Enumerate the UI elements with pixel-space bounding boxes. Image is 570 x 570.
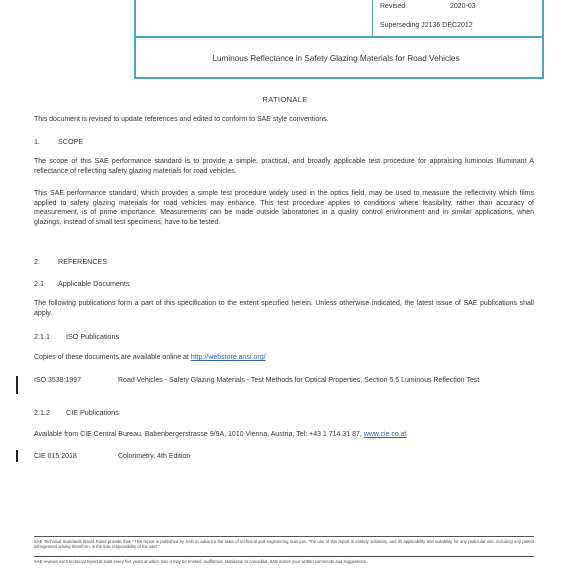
cie-reference-description: Colorimetry, 4th Edition xyxy=(118,453,191,460)
cie-reference-code: CIE 015:2018 xyxy=(34,453,77,460)
ansi-webstore-link[interactable]: http://webstore.ansi.org/ xyxy=(190,354,266,361)
iso-reference-entry xyxy=(34,376,534,386)
header-frame-left xyxy=(134,0,136,78)
change-bar-iso xyxy=(16,376,18,394)
header-frame-mid-divider xyxy=(372,0,373,36)
revised-value: 2020-03 xyxy=(450,3,476,10)
change-bar-cie xyxy=(16,450,18,462)
rationale-text: This document is revised to update references and edited to conform to SAE style conventions. xyxy=(34,116,329,123)
cie-website-link[interactable]: www.cie.co.at xyxy=(363,431,407,438)
footer-rule-1 xyxy=(34,536,534,537)
footer-rule-2 xyxy=(34,556,534,557)
footer-notice-1: SAE Technical Standards Board Rules provide that: "This report is published by SAE to advance the state of technical and engineering sciences. The use of this report is entirely voluntary, and its applicability and suitability for any particular use, including any patent infringement arising therefrom, is the sole responsibility of the user." xyxy=(34,539,534,550)
applicable-number: 2.1 xyxy=(34,279,44,288)
applicable-title: Applicable Documents xyxy=(58,279,130,288)
scope-title: SCOPE xyxy=(58,137,84,146)
iso-reference-description: Road Vehicles - Safety Glazing Materials - Test Methods for Optical Properties, Section 5.5 Luminous Reflection Test xyxy=(118,377,480,384)
iso-number: 2.1.1 xyxy=(34,332,50,341)
scope-number: 1. xyxy=(34,137,40,146)
applicable-documents-heading xyxy=(34,279,130,288)
rationale-heading: RATIONALE xyxy=(262,95,308,104)
header-frame-rule-bottom xyxy=(134,77,544,79)
scope-heading xyxy=(34,137,83,146)
references-heading xyxy=(34,257,107,266)
iso-reference-code: ISO 3538:1997 xyxy=(34,377,82,384)
header-frame-right xyxy=(542,0,544,78)
cie-number: 2.1.2 xyxy=(34,408,50,417)
cie-availability-text: Available from CIE Central Bureau, Babenbergerstrasse 9/9A, 1010 Vienna, Austria, Tel: +43 1 714 31 87, xyxy=(34,431,362,438)
cie-publications-heading xyxy=(34,408,119,417)
revised-label: Revised xyxy=(380,3,406,10)
iso-copies-line xyxy=(34,353,534,363)
scope-paragraph-2: This SAE performance standard, which provides a simple test procedure widely used in the optics field, may be used to measure the reflectivity which films applied to safety glazing materials for road vehicles may enhance. This test procedure applies to conditions where feasibility, rather than accuracy of measurement, is of prime importance. Measurements can be made outside laboratories in a quality control environment and in similar applications, when glazings, instead of small test specimens, have to be tested. xyxy=(34,190,534,226)
iso-copies-text: Copies of these documents are available online at xyxy=(34,354,189,361)
cie-availability-line xyxy=(34,430,534,440)
footer-notice-2: SAE reviews each technical report at least every five years at which time it may be revised, reaffirmed, stabilized, or cancelled. SAE invites your written comments and suggestions. xyxy=(34,559,367,564)
header-frame-rule-top xyxy=(136,36,542,38)
cie-reference-entry xyxy=(34,452,534,462)
scope-paragraph-1: The scope of this SAE performance standard is to provide a simple, practical, and broadly applicable test procedure for appraising luminous Illuminant A reflectance of reflecting safety glazing materials for road vehicles. xyxy=(34,158,534,175)
iso-title: ISO Publications xyxy=(66,332,120,341)
cie-title: CIE Publications xyxy=(66,408,119,417)
applicable-documents-text: The following publications form a part of this specification to the extent specified herein. Unless otherwise indicated, the latest issue of SAE publications shall apply. xyxy=(34,300,534,317)
references-number: 2. xyxy=(34,257,40,266)
superseding-text: Superseding J2136 DEC2012 xyxy=(380,22,473,29)
document-title: Luminous Reflectance in Safety Glazing Materials for Road Vehicles xyxy=(212,54,460,63)
references-title: REFERENCES xyxy=(58,257,108,266)
iso-publications-heading xyxy=(34,332,119,341)
